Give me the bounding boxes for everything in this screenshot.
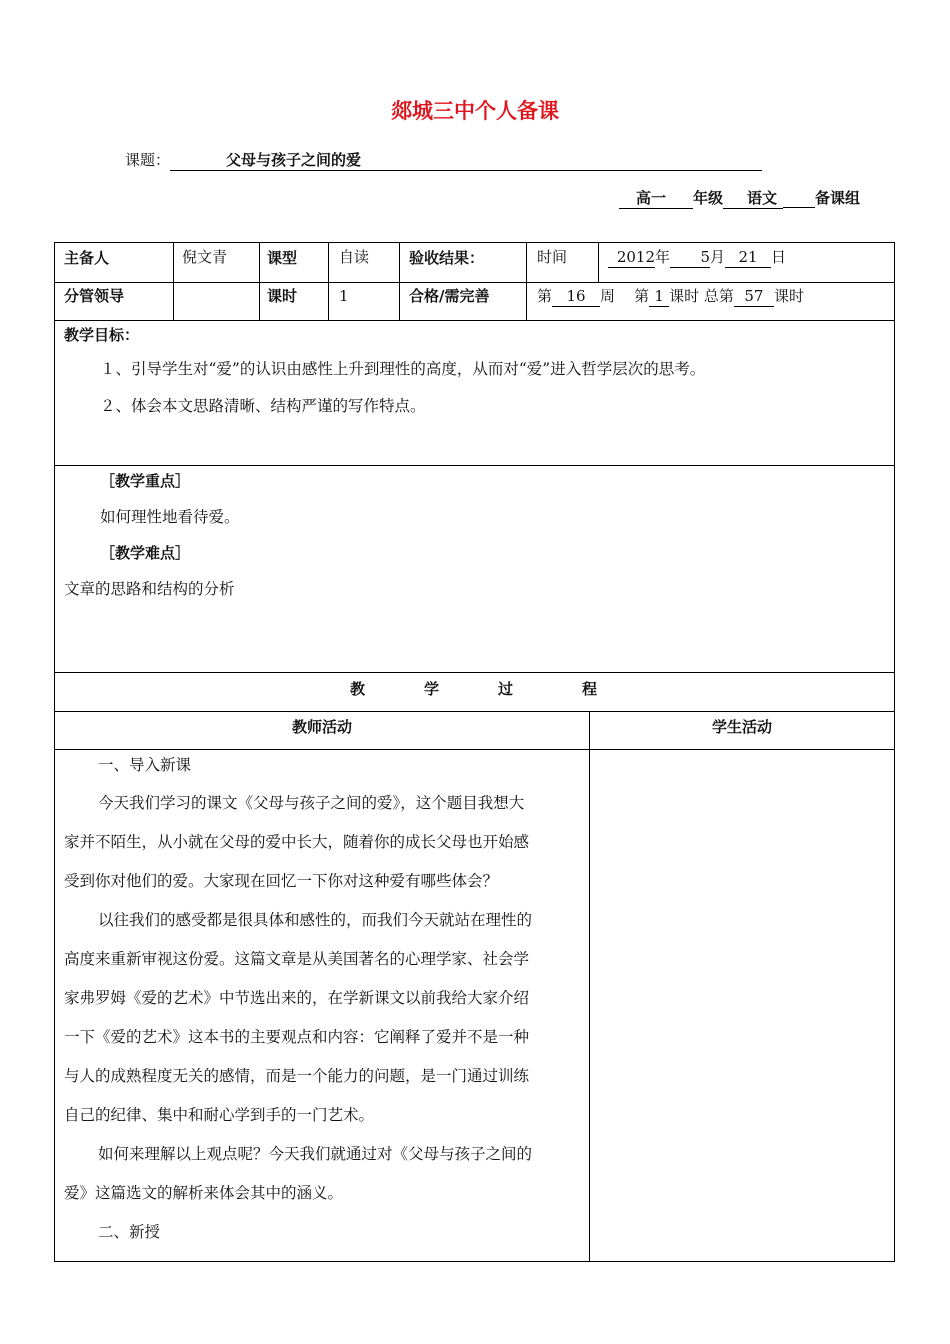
grade-label: 年级 <box>692 189 723 207</box>
process-line: 受到你对他们的爱。大家现在回忆一下你对这种爱有哪些体会？ <box>64 872 499 890</box>
teacher-activity-header: 教师活动 <box>291 718 352 736</box>
difficult-point-heading: ［教学难点］ <box>100 544 191 562</box>
process-line: 如何来理解以上观点呢？今天我们就通过对《父母与孩子之间的 <box>98 1145 533 1163</box>
lesson-number: 1 <box>649 286 669 307</box>
subject-value: 语文 <box>723 187 783 209</box>
process-line: 高度来重新审视这份爱。这篇文章是从美国著名的心理学家、社会学 <box>64 950 530 968</box>
process-line: 今天我们学习的课文《父母与孩子之间的爱》，这个题目我想大 <box>98 794 525 812</box>
hours-label: 课时 <box>267 287 298 305</box>
process-heading-char: 程 <box>582 680 598 698</box>
goal-item: ２、体会本文思路清晰、结构严谨的写作特点。 <box>100 397 426 415</box>
process-heading-char: 学 <box>424 680 440 698</box>
process-line: 家弗罗姆《爱的艺术》中节选出来的，在学新课文以前我给大家介绍 <box>64 989 530 1007</box>
preparer-label: 主备人 <box>64 249 110 267</box>
topic-label: 课题： <box>125 151 171 169</box>
key-point-text: 如何理性地看待爱。 <box>100 508 240 526</box>
process-line: 二、新授 <box>98 1223 161 1241</box>
page-title: 郯城三中个人备课 <box>391 99 559 123</box>
process-line: 一下《爱的艺术》这本书的主要观点和内容：它阐释了爱并不是一种 <box>64 1028 530 1046</box>
grade-value: 高一 <box>619 187 693 209</box>
key-point-heading: ［教学重点］ <box>100 472 191 490</box>
topic-value: 父母与孩子之间的爱 <box>170 149 762 171</box>
group-label: 备课组 <box>814 189 860 207</box>
check-result-label: 验收结果： <box>409 249 485 267</box>
lesson-plan-table <box>54 242 895 1262</box>
difficult-point-text: 文章的思路和结构的分析 <box>64 580 235 598</box>
goal-item: １、引导学生对“爱”的认识由感性上升到理性的高度，从而对“爱”进入哲学层次的思考。 <box>100 360 706 378</box>
result-value: 合格/需完善 <box>409 287 490 305</box>
week-number: 16 <box>552 286 600 307</box>
lesson-type-label: 课型 <box>267 249 298 267</box>
prep-group-line <box>619 187 860 209</box>
goals-heading: 教学目标： <box>64 326 140 344</box>
process-heading-char: 过 <box>498 680 514 698</box>
total-number: 57 <box>734 286 774 307</box>
process-line: 家并不陌生，从小就在父母的爱中长大，随着你的成长父母也开始感 <box>64 833 530 851</box>
student-activity-header: 学生活动 <box>711 718 772 736</box>
lesson-type-value: 自读 <box>339 248 370 266</box>
date-month: 5 <box>670 247 710 268</box>
process-line: 以往我们的感受都是很具体和感性的，而我们今天就站在理性的 <box>98 911 533 929</box>
process-line: 爱》这篇选文的解析来体会其中的涵义。 <box>64 1184 344 1202</box>
date-year: 2012 <box>608 247 655 268</box>
hours-value: 1 <box>339 287 349 305</box>
date-value: 2012年 5月 21 日 <box>608 247 786 268</box>
process-line: 一、导入新课 <box>98 756 192 774</box>
schedule-value: 第 16 周 第 1 课时 总第 57 课时 <box>537 287 804 305</box>
preparer-value: 倪文青 <box>182 248 228 266</box>
time-label: 时间 <box>537 248 568 266</box>
process-heading-char: 教 <box>350 680 366 698</box>
date-day: 21 <box>725 247 771 268</box>
process-line: 自己的纪律、集中和耐心学到手的一门艺术。 <box>64 1106 375 1124</box>
process-line: 与人的成熟程度无关的感情，而是一个能力的问题，是一门通过训练 <box>64 1067 530 1085</box>
topic-line <box>125 149 762 171</box>
leader-label: 分管领导 <box>64 287 125 305</box>
